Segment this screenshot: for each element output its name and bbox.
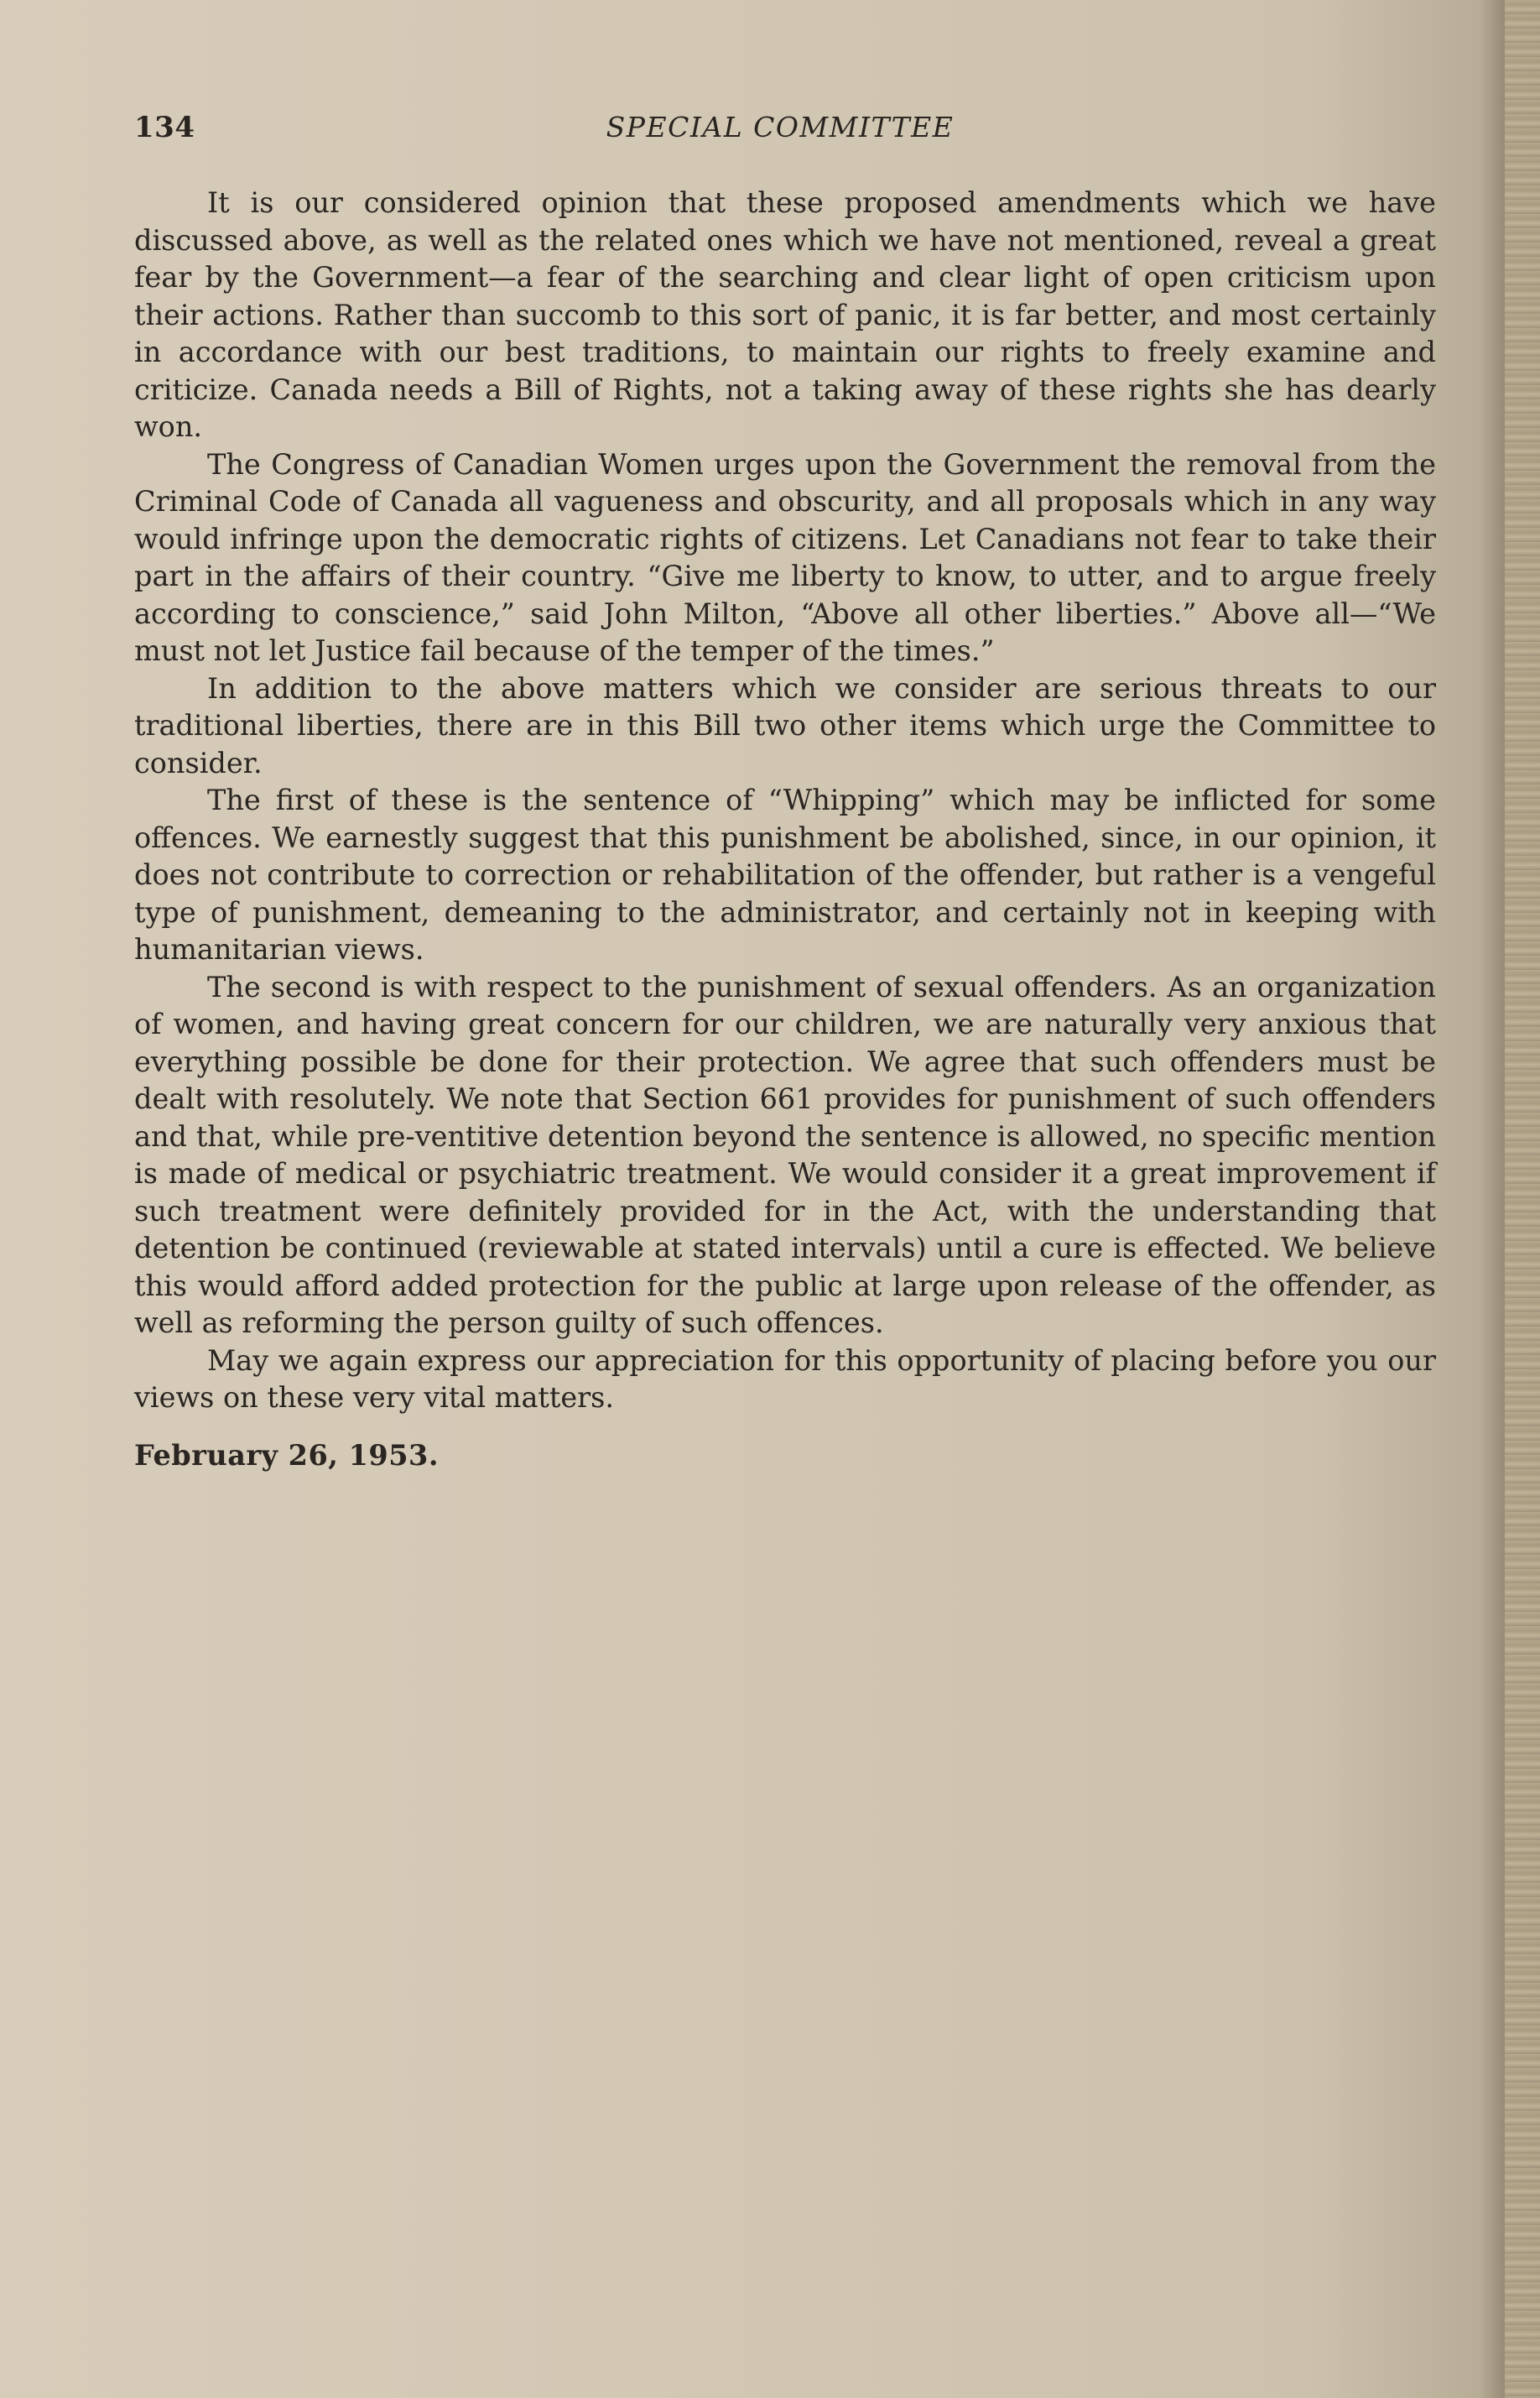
page-edge-shadow	[1480, 0, 1505, 2398]
signoff-date: February 26, 1953.	[134, 1438, 440, 1472]
paragraph-other-items: In addition to the above matters which we consider are serious threats to our traditional liberties, there are in this Bill two other items which urge the Committee to consider.	[134, 671, 1436, 779]
paragraph-sexual-offenders: The second is with respect to the punishment of sexual offenders. As an organization of women, and having great concern for our children, we are naturally very anxious that everything possible be done for their protection. We agree that such offenders must be dealt with resolutely. We note that Section 661 provides for punishment of such offenders and that, while pre-ventitive detention beyond the sentence is allowed, no specific mention is made of medical or psychiatric treatment. We would consider it a great improvement if such treatment were definitely provided for in the Act, with the understanding that detention be continued (reviewable at stated intervals) until a cure is effected. We believe this would afford added protection for the public at large upon release of the offender, as well as reforming the person guilty of such offences.	[134, 970, 1436, 1339]
paragraph-congress-urges: The Congress of Canadian Women urges upon the Government the removal from the Criminal Code of Canada all vagueness and obscurity, and all proposals which in any way would infringe upon the democratic rights of citizens. Let Canadians not fear to take their part in the affairs of their country. “Give me liberty to know, to utter, and to argue freely according to conscience,” said John Milton, “Above all other liberties.” Above all—“We must not let Justice fail because of the temper of the times.”	[134, 447, 1436, 667]
page-edge	[1505, 0, 1540, 2398]
running-head: SPECIAL COMMITTEE	[606, 111, 955, 143]
paragraph-appreciation: May we again express our appreciation for this opportunity of placing before you our views on these very vital matters.	[134, 1343, 1436, 1414]
paragraph-whipping: The first of these is the sentence of “Whipping” which may be inflicted for some offences. We earnestly suggest that this punishment be abolished, since, in our opinion, it does not contribute to correction or rehabilitation of the offender, but rather is a vengeful type of punishment, demeaning to the administrator, and certainly not in keeping with humanitarian views.	[134, 784, 1436, 966]
paragraph-fear-of-criticism: It is our considered opinion that these proposed amendments which we have discussed above, as well as the related ones which we have not mentioned, reveal a great fear by the Government—a fear of the searching and clear light of open criticism upon their actions. Rather than succomb to this sort of panic, it is far better, and most certainly in accordance with our best traditions, to maintain our rights to freely examine and criticize. Canada needs a Bill of Rights, not a taking away of these rights she has dearly won.	[134, 186, 1436, 443]
body-text	[134, 185, 1436, 1474]
page-header	[134, 111, 1443, 153]
page-number: 134	[134, 111, 195, 144]
